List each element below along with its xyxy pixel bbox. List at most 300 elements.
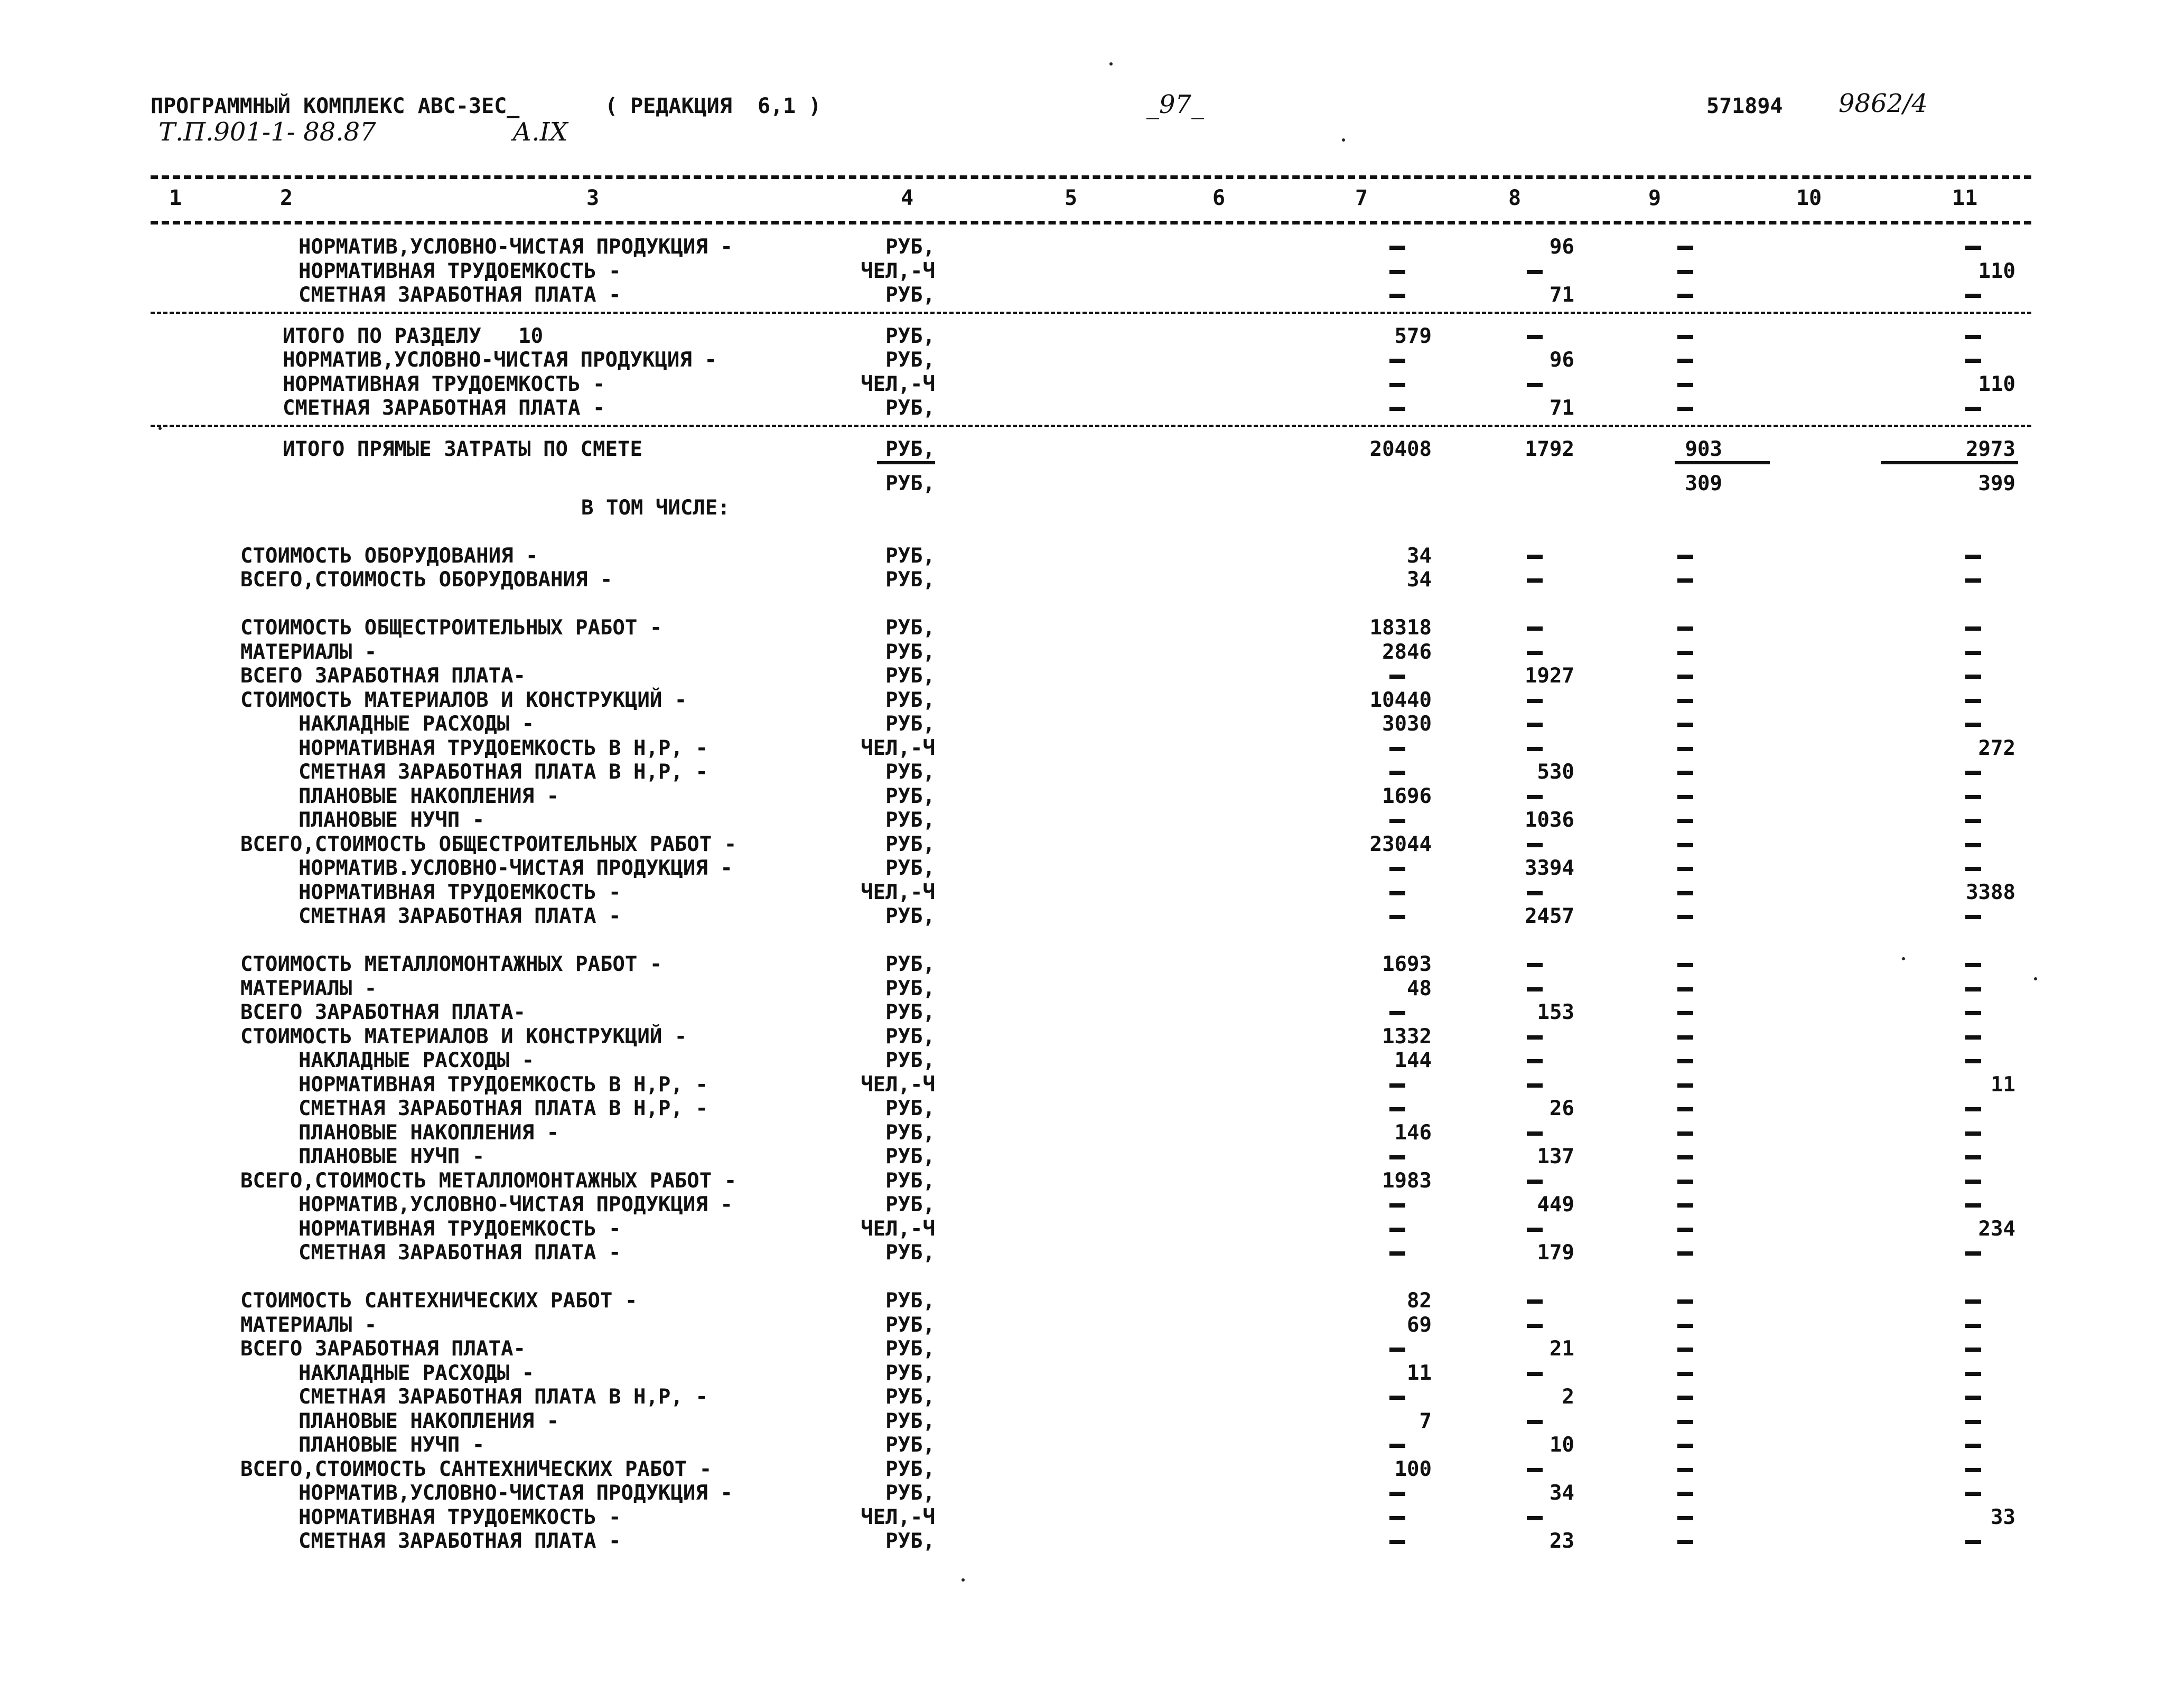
empty-value-dash (1389, 1228, 1405, 1232)
album-reference: А.IX (512, 117, 568, 147)
row-unit: РУБ, (885, 1289, 935, 1313)
value-c7: 23044 (1369, 832, 1432, 856)
empty-value-dash (1965, 771, 1981, 775)
empty-value-dash (1965, 915, 1981, 919)
empty-value-dash (1527, 626, 1543, 631)
empty-value-dash (1965, 626, 1981, 631)
empty-value-dash (1965, 1035, 1981, 1040)
empty-value-dash (1527, 987, 1543, 991)
empty-value-dash (1677, 626, 1693, 631)
empty-value-dash (1965, 651, 1981, 655)
column-header-6: 6 (1212, 186, 1226, 210)
scan-speck (1109, 62, 1113, 66)
empty-value-dash (1677, 1083, 1693, 1088)
empty-value-dash (1965, 1468, 1981, 1472)
empty-value-dash (1677, 1203, 1693, 1208)
empty-value-dash (1677, 987, 1693, 991)
row-unit: РУБ, (885, 324, 935, 348)
empty-value-dash (1527, 1059, 1543, 1063)
empty-value-dash (1677, 407, 1693, 411)
value-c8: 2 (1562, 1385, 1574, 1409)
empty-value-dash (1677, 963, 1693, 967)
empty-value-dash (1389, 1396, 1405, 1400)
empty-value-dash (1677, 383, 1693, 387)
row-description: СТОИМОСТЬ МАТЕРИАЛОВ И КОНСТРУКЦИЙ - (240, 1024, 687, 1049)
total-underline (1881, 461, 2018, 464)
value-c11: 110 (1978, 372, 2015, 396)
empty-value-dash (1965, 1444, 1981, 1448)
empty-value-dash (1677, 915, 1693, 919)
empty-value-dash (1677, 1107, 1693, 1111)
value-c8: 26 (1550, 1097, 1574, 1120)
empty-value-dash (1965, 1540, 1981, 1544)
empty-value-dash (1965, 819, 1981, 823)
empty-value-dash (1965, 407, 1981, 411)
row-unit: РУБ, (885, 348, 935, 372)
empty-value-dash (1527, 335, 1543, 339)
empty-value-dash (1677, 699, 1693, 703)
row-description: СТОИМОСТЬ ОБОРУДОВАНИЯ - (240, 544, 538, 568)
empty-value-dash (1965, 246, 1981, 250)
empty-value-dash (1389, 747, 1405, 751)
value-c8: 71 (1550, 283, 1574, 307)
empty-value-dash (1965, 1420, 1981, 1424)
empty-value-dash (1965, 335, 1981, 339)
row-unit: РУБ, (885, 952, 935, 976)
empty-value-dash (1677, 771, 1693, 775)
empty-value-dash (1965, 1251, 1981, 1256)
row-unit: РУБ, (885, 1097, 935, 1120)
row-unit: ЧЕЛ,-Ч (861, 880, 935, 904)
value-c7: 1696 (1382, 784, 1432, 808)
value-c8: 71 (1550, 396, 1574, 420)
empty-value-dash (1527, 555, 1543, 559)
column-header-4: 4 (901, 186, 914, 210)
empty-value-dash (1677, 1011, 1693, 1015)
row-description: НОРМАТИВНАЯ ТРУДОЕМКОСТЬ - (298, 1505, 621, 1529)
scan-speck (158, 427, 162, 430)
row-description: МАТЕРИАЛЫ - (240, 1313, 377, 1337)
empty-value-dash (1389, 891, 1405, 895)
empty-value-dash (1527, 1083, 1543, 1088)
empty-value-dash (1527, 1180, 1543, 1184)
empty-value-dash (1527, 747, 1543, 751)
empty-value-dash (1389, 1444, 1405, 1448)
empty-value-dash (1389, 270, 1405, 274)
empty-value-dash (1527, 795, 1543, 799)
empty-value-dash (1527, 1324, 1543, 1328)
row-description: НАКЛАДНЫЕ РАСХОДЫ - (298, 1361, 535, 1385)
row-description: НОРМАТИВНАЯ ТРУДОЕМКОСТЬ - (298, 259, 621, 283)
row-description: ВСЕГО,СТОИМОСТЬ МЕТАЛЛОМОНТАЖНЫХ РАБОТ - (240, 1168, 737, 1193)
empty-value-dash (1677, 1444, 1693, 1448)
value-c11: 33 (1991, 1505, 2015, 1529)
empty-value-dash (1677, 1180, 1693, 1184)
row-description: НОРМАТИВНАЯ ТРУДОЕМКОСТЬ В Н,Р, - (298, 1072, 708, 1097)
row-description: СМЕТНАЯ ЗАРАБОТНАЯ ПЛАТА - (283, 396, 605, 420)
value-c7: 144 (1394, 1049, 1432, 1072)
empty-value-dash (1965, 699, 1981, 703)
value-c8: 179 (1537, 1241, 1574, 1265)
section-rule (151, 312, 2031, 314)
empty-value-dash (1389, 1251, 1405, 1256)
tp-reference: Т.П.901-1- 88.87 (158, 117, 376, 147)
value-c7: 579 (1394, 324, 1432, 348)
empty-value-dash (1965, 723, 1981, 727)
empty-value-dash (1677, 675, 1693, 679)
empty-value-dash (1677, 723, 1693, 727)
empty-value-dash (1677, 1468, 1693, 1472)
row-description: НОРМАТИВ,УСЛОВНО-ЧИСТАЯ ПРОДУКЦИЯ - (283, 348, 717, 372)
value-c8: 21 (1550, 1337, 1574, 1361)
total-underline (1675, 461, 1770, 464)
row-unit: РУБ, (885, 808, 935, 832)
value-c8: 96 (1550, 348, 1574, 372)
row-description: НОРМАТИВНАЯ ТРУДОЕМКОСТЬ В Н,Р, - (298, 736, 708, 760)
value-c9: 903 (1685, 437, 1722, 461)
empty-value-dash (1677, 819, 1693, 823)
empty-value-dash (1965, 578, 1981, 583)
row-description: ПЛАНОВЫЕ НУЧП - (298, 1145, 485, 1168)
empty-value-dash (1677, 359, 1693, 363)
value-c7: 7 (1419, 1409, 1432, 1433)
empty-value-dash (1677, 1396, 1693, 1400)
value-c8: 530 (1537, 760, 1574, 784)
row-description: ВСЕГО ЗАРАБОТНАЯ ПЛАТА- (240, 1000, 526, 1024)
value-c8: 1927 (1525, 664, 1574, 688)
value-c11: 3388 (1966, 880, 2015, 904)
row-unit: ЧЕЛ,-Ч (861, 1505, 935, 1529)
row-unit: РУБ, (885, 472, 935, 495)
row-description: СМЕТНАЯ ЗАРАБОТНАЯ ПЛАТА - (298, 1241, 621, 1265)
empty-value-dash (1677, 651, 1693, 655)
row-description: СМЕТНАЯ ЗАРАБОТНАЯ ПЛАТА В Н,Р, - (298, 1097, 708, 1120)
value-c8: 3394 (1525, 856, 1574, 880)
empty-value-dash (1965, 675, 1981, 679)
row-unit: РУБ, (885, 1337, 935, 1361)
empty-value-dash (1527, 1228, 1543, 1232)
scan-speck (1342, 138, 1345, 142)
empty-value-dash (1677, 1059, 1693, 1063)
value-c7: 2846 (1382, 640, 1432, 664)
row-description: ВСЕГО,СТОИМОСТЬ САНТЕХНИЧЕСКИХ РАБОТ - (240, 1457, 712, 1481)
empty-value-dash (1965, 1011, 1981, 1015)
empty-value-dash (1389, 867, 1405, 871)
value-c7: 146 (1394, 1120, 1432, 1145)
empty-value-dash (1527, 843, 1543, 847)
empty-value-dash (1389, 915, 1405, 919)
empty-value-dash (1389, 407, 1405, 411)
value-c7: 18318 (1369, 616, 1432, 640)
empty-value-dash (1677, 1299, 1693, 1304)
empty-value-dash (1677, 1324, 1693, 1328)
row-unit: РУБ, (885, 1049, 935, 1072)
row-unit: РУБ, (885, 1457, 935, 1481)
empty-value-dash (1389, 359, 1405, 363)
empty-value-dash (1389, 1203, 1405, 1208)
total-underline (877, 461, 935, 464)
empty-value-dash (1677, 335, 1693, 339)
row-unit: РУБ, (885, 235, 935, 259)
row-unit: ЧЕЛ,-Ч (861, 1217, 935, 1241)
empty-value-dash (1389, 819, 1405, 823)
empty-value-dash (1965, 294, 1981, 298)
row-description: НОРМАТИВНАЯ ТРУДОЕМКОСТЬ - (298, 1217, 621, 1241)
program-title: ПРОГРАММНЫЙ КОМПЛЕКС АВС-ЗЕС_ (151, 94, 520, 118)
column-header-9: 9 (1648, 186, 1662, 210)
empty-value-dash (1527, 578, 1543, 583)
value-c11: 11 (1991, 1072, 2015, 1097)
value-c9: 309 (1685, 472, 1722, 495)
value-c7: 34 (1407, 568, 1432, 592)
empty-value-dash (1677, 578, 1693, 583)
empty-value-dash (1527, 270, 1543, 274)
row-unit: РУБ, (885, 664, 935, 688)
row-unit: РУБ, (885, 1481, 935, 1505)
empty-value-dash (1389, 1155, 1405, 1159)
row-unit: РУБ, (885, 904, 935, 928)
scan-speck (1902, 957, 1905, 960)
row-description: НОРМАТИВНАЯ ТРУДОЕМКОСТЬ - (298, 880, 621, 904)
row-description: СМЕТНАЯ ЗАРАБОТНАЯ ПЛАТА - (298, 904, 621, 928)
row-unit: РУБ, (885, 688, 935, 712)
row-description: ВСЕГО ЗАРАБОТНАЯ ПЛАТА- (240, 1337, 526, 1361)
row-description: ИТОГО ПО РАЗДЕЛУ 10 (283, 324, 544, 348)
value-c7: 1693 (1382, 952, 1432, 976)
row-description: ИТОГО ПРЯМЫЕ ЗАТРАТЫ ПО СМЕТЕ (283, 437, 642, 461)
empty-value-dash (1677, 747, 1693, 751)
row-unit: РУБ, (885, 1313, 935, 1337)
row-unit: РУБ, (885, 1409, 935, 1433)
empty-value-dash (1677, 270, 1693, 274)
scan-speck (2034, 977, 2037, 980)
empty-value-dash (1677, 294, 1693, 298)
header-rule-bottom (151, 221, 2031, 224)
row-description: ПЛАНОВЫЕ НУЧП - (298, 808, 485, 832)
empty-value-dash (1677, 1540, 1693, 1544)
value-c11: 272 (1978, 736, 2015, 760)
row-unit: РУБ, (885, 1361, 935, 1385)
value-c7: 100 (1394, 1457, 1432, 1481)
row-unit: РУБ, (885, 1241, 935, 1265)
value-c7: 48 (1407, 976, 1432, 1000)
empty-value-dash (1677, 1492, 1693, 1496)
value-c7: 34 (1407, 544, 1432, 568)
row-description: В ТОМ ЧИСЛЕ: (581, 495, 730, 520)
row-unit: РУБ, (885, 437, 935, 461)
row-unit: РУБ, (885, 640, 935, 664)
row-unit: РУБ, (885, 712, 935, 736)
value-c8: 137 (1537, 1145, 1574, 1168)
column-header-11: 11 (1952, 186, 1978, 210)
value-c7: 1332 (1382, 1024, 1432, 1049)
empty-value-dash (1677, 1131, 1693, 1136)
empty-value-dash (1389, 1107, 1405, 1111)
empty-value-dash (1527, 1131, 1543, 1136)
row-unit: РУБ, (885, 856, 935, 880)
edition-label: ( РЕДАКЦИЯ 6,1 ) (605, 94, 822, 118)
empty-value-dash (1965, 1324, 1981, 1328)
value-c7: 20408 (1369, 437, 1432, 461)
empty-value-dash (1677, 843, 1693, 847)
value-c8: 153 (1537, 1000, 1574, 1024)
empty-value-dash (1527, 723, 1543, 727)
empty-value-dash (1965, 963, 1981, 967)
value-c8: 10 (1550, 1433, 1574, 1457)
column-header-2: 2 (280, 186, 293, 210)
empty-value-dash (1389, 1492, 1405, 1496)
empty-value-dash (1527, 1035, 1543, 1040)
empty-value-dash (1527, 1299, 1543, 1304)
column-header-5: 5 (1065, 186, 1078, 210)
empty-value-dash (1677, 1035, 1693, 1040)
row-unit: ЧЕЛ,-Ч (861, 259, 935, 283)
empty-value-dash (1527, 1516, 1543, 1520)
value-c7: 10440 (1369, 688, 1432, 712)
column-header-8: 8 (1508, 186, 1522, 210)
empty-value-dash (1965, 1492, 1981, 1496)
column-header-7: 7 (1355, 186, 1368, 210)
empty-value-dash (1389, 383, 1405, 387)
empty-value-dash (1677, 1372, 1693, 1376)
row-unit: РУБ, (885, 1433, 935, 1457)
row-description: НОРМАТИВ.УСЛОВНО-ЧИСТАЯ ПРОДУКЦИЯ - (298, 856, 733, 880)
row-unit: РУБ, (885, 1024, 935, 1049)
value-c8: 1036 (1525, 808, 1574, 832)
empty-value-dash (1965, 1131, 1981, 1136)
row-description: СМЕТНАЯ ЗАРАБОТНАЯ ПЛАТА В Н,Р, - (298, 1385, 708, 1409)
row-unit: РУБ, (885, 832, 935, 856)
section-rule (151, 425, 2031, 427)
row-unit: РУБ, (885, 544, 935, 568)
value-c7: 1983 (1382, 1168, 1432, 1193)
row-description: СТОИМОСТЬ МЕТАЛЛОМОНТАЖНЫХ РАБОТ - (240, 952, 662, 976)
row-unit: РУБ, (885, 1145, 935, 1168)
empty-value-dash (1527, 963, 1543, 967)
empty-value-dash (1389, 1083, 1405, 1088)
row-description: НОРМАТИВ,УСЛОВНО-ЧИСТАЯ ПРОДУКЦИЯ - (298, 1481, 733, 1505)
empty-value-dash (1677, 795, 1693, 799)
empty-value-dash (1965, 1396, 1981, 1400)
row-description: НОРМАТИВ,УСЛОВНО-ЧИСТАЯ ПРОДУКЦИЯ - (298, 235, 733, 259)
empty-value-dash (1527, 383, 1543, 387)
row-unit: РУБ, (885, 616, 935, 640)
row-description: СМЕТНАЯ ЗАРАБОТНАЯ ПЛАТА - (298, 1529, 621, 1553)
value-c8: 23 (1550, 1529, 1574, 1553)
empty-value-dash (1527, 1468, 1543, 1472)
row-description: НОРМАТИВ,УСЛОВНО-ЧИСТАЯ ПРОДУКЦИЯ - (298, 1193, 733, 1217)
row-description: ВСЕГО,СТОИМОСТЬ ОБОРУДОВАНИЯ - (240, 568, 613, 592)
row-description: ПЛАНОВЫЕ НАКОПЛЕНИЯ - (298, 1409, 559, 1433)
value-c8: 2457 (1525, 904, 1574, 928)
row-unit: РУБ, (885, 1168, 935, 1193)
empty-value-dash (1389, 771, 1405, 775)
row-unit: РУБ, (885, 1529, 935, 1553)
value-c8: 1792 (1525, 437, 1574, 461)
value-c8: 449 (1537, 1193, 1574, 1217)
empty-value-dash (1389, 1348, 1405, 1352)
value-c11: 234 (1978, 1217, 2015, 1241)
value-c7: 3030 (1382, 712, 1432, 736)
row-description: СМЕТНАЯ ЗАРАБОТНАЯ ПЛАТА - (298, 283, 621, 307)
row-unit: РУБ, (885, 1000, 935, 1024)
value-c7: 11 (1407, 1361, 1432, 1385)
header-rule-top (151, 175, 2031, 179)
empty-value-dash (1677, 1516, 1693, 1520)
empty-value-dash (1965, 1299, 1981, 1304)
empty-value-dash (1965, 1155, 1981, 1159)
value-c11: 110 (1978, 259, 2015, 283)
column-header-10: 10 (1796, 186, 1822, 210)
empty-value-dash (1965, 987, 1981, 991)
row-description: МАТЕРИАЛЫ - (240, 640, 377, 664)
row-description: ВСЕГО,СТОИМОСТЬ ОБЩЕСТРОИТЕЛЬНЫХ РАБОТ - (240, 832, 737, 856)
value-c11: 399 (1978, 472, 2015, 495)
row-description: НАКЛАДНЫЕ РАСХОДЫ - (298, 712, 535, 736)
row-description: НОРМАТИВНАЯ ТРУДОЕМКОСТЬ - (283, 372, 605, 396)
row-unit: РУБ, (885, 283, 935, 307)
value-c8: 34 (1550, 1481, 1574, 1505)
row-unit: РУБ, (885, 1120, 935, 1145)
empty-value-dash (1965, 795, 1981, 799)
empty-value-dash (1965, 1203, 1981, 1208)
row-unit: РУБ, (885, 760, 935, 784)
column-header-1: 1 (169, 186, 182, 210)
empty-value-dash (1389, 1540, 1405, 1544)
empty-value-dash (1965, 555, 1981, 559)
page-number: _97_ (1146, 90, 1205, 119)
row-unit: РУБ, (885, 568, 935, 592)
empty-value-dash (1677, 1348, 1693, 1352)
value-c7: 69 (1407, 1313, 1432, 1337)
empty-value-dash (1965, 1180, 1981, 1184)
row-description: СТОИМОСТЬ МАТЕРИАЛОВ И КОНСТРУКЦИЙ - (240, 688, 687, 712)
row-description: ПЛАНОВЫЕ НАКОПЛЕНИЯ - (298, 1120, 559, 1145)
empty-value-dash (1389, 1516, 1405, 1520)
row-unit: РУБ, (885, 1193, 935, 1217)
row-unit: ЧЕЛ,-Ч (861, 372, 935, 396)
row-description: ВСЕГО ЗАРАБОТНАЯ ПЛАТА- (240, 664, 526, 688)
empty-value-dash (1527, 1420, 1543, 1424)
empty-value-dash (1965, 1059, 1981, 1063)
empty-value-dash (1677, 891, 1693, 895)
empty-value-dash (1965, 843, 1981, 847)
empty-value-dash (1527, 651, 1543, 655)
empty-value-dash (1965, 867, 1981, 871)
row-unit: РУБ, (885, 784, 935, 808)
empty-value-dash (1965, 1348, 1981, 1352)
value-c8: 96 (1550, 235, 1574, 259)
row-unit: РУБ, (885, 1385, 935, 1409)
row-unit: ЧЕЛ,-Ч (861, 736, 935, 760)
empty-value-dash (1677, 1251, 1693, 1256)
empty-value-dash (1389, 294, 1405, 298)
row-unit: РУБ, (885, 396, 935, 420)
empty-value-dash (1527, 891, 1543, 895)
row-unit: РУБ, (885, 976, 935, 1000)
empty-value-dash (1965, 1372, 1981, 1376)
row-description: МАТЕРИАЛЫ - (240, 976, 377, 1000)
empty-value-dash (1389, 675, 1405, 679)
row-description: СТОИМОСТЬ САНТЕХНИЧЕСКИХ РАБОТ - (240, 1289, 638, 1313)
sheet-code: 9862/4 (1838, 89, 1928, 118)
value-c7: 82 (1407, 1289, 1432, 1313)
empty-value-dash (1677, 555, 1693, 559)
empty-value-dash (1677, 246, 1693, 250)
empty-value-dash (1677, 867, 1693, 871)
empty-value-dash (1677, 1155, 1693, 1159)
empty-value-dash (1527, 699, 1543, 703)
